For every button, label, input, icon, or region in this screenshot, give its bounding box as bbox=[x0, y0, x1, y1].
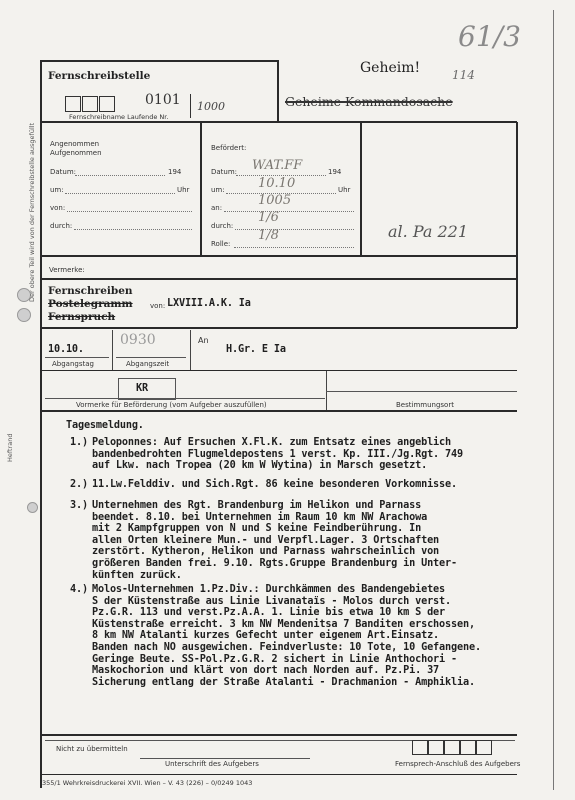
message-line: S der Küstenstraße aus Linie Livanataïs - Molos durch verst. bbox=[92, 595, 452, 607]
phone-box-4 bbox=[460, 740, 476, 755]
not-to-transmit-label: Nicht zu übermitteln bbox=[56, 745, 128, 753]
serial-number-2: 1000 bbox=[197, 100, 225, 113]
forwarded-date-value: WAT.FF bbox=[252, 158, 303, 173]
received-via-label: durch: bbox=[50, 222, 73, 230]
forwarded-date-label: Datum: bbox=[211, 168, 238, 176]
print-note: 355/1 Wehrkreisdruckerei XVII. Wien – V. 43 (226) – 0/0249 1043 bbox=[42, 779, 253, 787]
signature-label: Unterschrift des Aufgebers bbox=[165, 760, 259, 768]
phone-box-3 bbox=[444, 740, 460, 755]
message-line: Peloponnes: Auf Ersuchen X.Fl.K. zum Entsatz eines angeblich bbox=[92, 437, 452, 448]
dispatch-time-label: Abgangszeit bbox=[126, 360, 170, 368]
transmission-from-value: LXVIII.A.K. Ia bbox=[167, 298, 251, 309]
remarks-label: Vermerke: bbox=[49, 266, 85, 274]
received-uhr: Uhr bbox=[177, 186, 190, 194]
message-line: zerstört. Kytheron, Helikon und Parnass wahrscheinlich von bbox=[92, 546, 440, 558]
message-item-number: 4.) bbox=[70, 584, 88, 595]
message-line: größeren Banden frei. 9.10. Rgts.Gruppe Brandenburg in Unter- bbox=[92, 558, 457, 569]
phone-box-5 bbox=[476, 740, 492, 755]
message-line: bandenbedrohten Flugmeldepostens 1 verst. Kp. III./Jg.Rgt. 749 bbox=[92, 448, 463, 460]
forwarded-label: Befördert: bbox=[211, 144, 247, 152]
dispatch-to-value: H.Gr. E Ia bbox=[226, 344, 286, 355]
message-item-number: 1.) bbox=[70, 437, 88, 448]
transmission-type-2: Postelegramm bbox=[48, 298, 133, 310]
message-line: Banden nach NO ausgewichen. Feindverluste: 10 Tote, 10 Gefangene. bbox=[92, 642, 481, 653]
message-line: künften zurück. bbox=[92, 569, 182, 581]
serial-box-2 bbox=[82, 96, 98, 112]
punch-hole-low bbox=[27, 502, 38, 513]
priority-value: KR bbox=[136, 383, 148, 394]
message-line: Maskochorion und klärt von dort nach Norden auf. Pz.Pi. 37 bbox=[92, 665, 440, 677]
serial-box-3 bbox=[99, 96, 115, 112]
received-time-label: um: bbox=[50, 186, 64, 194]
forwarded-role-value: 1/8 bbox=[258, 228, 279, 243]
dispatch-to-label: An bbox=[198, 336, 209, 345]
forwarded-time-value: 10.10 bbox=[258, 176, 296, 191]
destination-label: Bestimmungsort bbox=[396, 401, 454, 409]
dispatch-day-label: Abgangstag bbox=[52, 360, 94, 368]
transmission-type-3: Fernspruch bbox=[48, 311, 116, 323]
received-from-label: von: bbox=[50, 204, 66, 212]
message-line: Sicherung entlang der Straße Atalanti - Drachmanion - Amphiklia. bbox=[92, 676, 475, 688]
dispatch-time-value: 0930 bbox=[120, 332, 156, 348]
stamp-note: al. Pa 221 bbox=[388, 222, 469, 241]
message-line: 11.Lw.Felddiv. und Sich.Rgt. 86 keine besonderen Vorkomnisse. bbox=[92, 479, 457, 490]
message-title: Tagesmeldung. bbox=[66, 420, 144, 431]
transmission-from-label: von: bbox=[150, 302, 166, 310]
serial-box-1 bbox=[65, 96, 81, 112]
message-line: Unternehmen des Rgt. Brandenburg im Helikon und Parnass bbox=[92, 500, 422, 511]
phone-box-2 bbox=[428, 740, 444, 755]
received-year: 194 bbox=[168, 168, 182, 176]
forwarded-year: 194 bbox=[328, 168, 342, 176]
message-line: Pz.G.R. 113 und verst.Pz.A.A. 1. Linie bis etwa 10 km S der bbox=[92, 607, 446, 619]
message-line: Molos-Unternehmen 1.Pz.Div.: Durchkämmen des Bandengebietes bbox=[92, 584, 446, 595]
message-line: beendet. 8.10. bei Unternehmen im Raum 10 km NW Arachowa bbox=[92, 511, 428, 523]
message-line: Geringe Beute. SS-Pol.Pz.G.R. 2 sichert in Linie Anthochori - bbox=[92, 653, 457, 665]
forwarded-via-label: durch: bbox=[211, 222, 234, 230]
corner-note-2: 114 bbox=[452, 68, 475, 82]
priority-label: Vormerke für Beförderung (vom Aufgeber auszufüllen) bbox=[76, 401, 267, 409]
forwarded-to-value: 1005 bbox=[258, 193, 292, 208]
margin-label: Heftrand bbox=[6, 433, 14, 462]
message-line: allen Orten kleinere Mun.- und Verpfl.Lager. 3 Ortschaften bbox=[92, 534, 440, 546]
serial-caption: Fernschreibname Laufende Nr. bbox=[69, 113, 169, 121]
message-item-number: 3.) bbox=[70, 500, 88, 511]
forwarded-to-label: an: bbox=[211, 204, 223, 212]
secrecy-crossed-label: Geheime Kommandosache bbox=[285, 94, 453, 109]
received-label-1: Angenommen bbox=[50, 140, 100, 148]
message-line: auf Lkw. nach Tropea (20 km W Wytina) in Marsch gesetzt. bbox=[92, 460, 428, 472]
phone-box-1 bbox=[412, 740, 428, 755]
forwarded-uhr: Uhr bbox=[338, 186, 351, 194]
corner-note: 61/3 bbox=[458, 20, 521, 53]
message-item-number: 2.) bbox=[70, 479, 88, 490]
message-line: Küstenstraße erreicht. 3 km NW Mendenitsa 7 Banditen erschossen, bbox=[92, 618, 475, 630]
form-title: Fernschreibstelle bbox=[48, 70, 151, 82]
serial-number: 0101 bbox=[145, 92, 181, 108]
phone-label: Fernsprech-Anschluß des Aufgebers bbox=[395, 760, 521, 768]
punch-hole-mid bbox=[17, 308, 31, 322]
side-note: Der obere Teil wird von der Fernschreibstelle ausgefüllt bbox=[28, 122, 36, 302]
dispatch-day-value: 10.10. bbox=[48, 344, 84, 355]
received-label-2: Aufgenommen bbox=[50, 149, 102, 157]
transmission-type-1: Fernschreiben bbox=[48, 285, 133, 297]
received-date-label: Datum: bbox=[50, 168, 77, 176]
forwarded-role-label: Rolle: bbox=[211, 240, 231, 248]
secrecy-label: Geheim! bbox=[360, 60, 421, 76]
message-line: mit 2 Kampfgruppen von N und S keine Feindberührung. In bbox=[92, 523, 422, 535]
forwarded-time-label: um: bbox=[211, 186, 225, 194]
message-line: 8 km NW Atalanti kurzes Gefecht unter eigenem Art.Einsatz. bbox=[92, 630, 440, 642]
forwarded-via-value: 1/6 bbox=[258, 210, 279, 225]
